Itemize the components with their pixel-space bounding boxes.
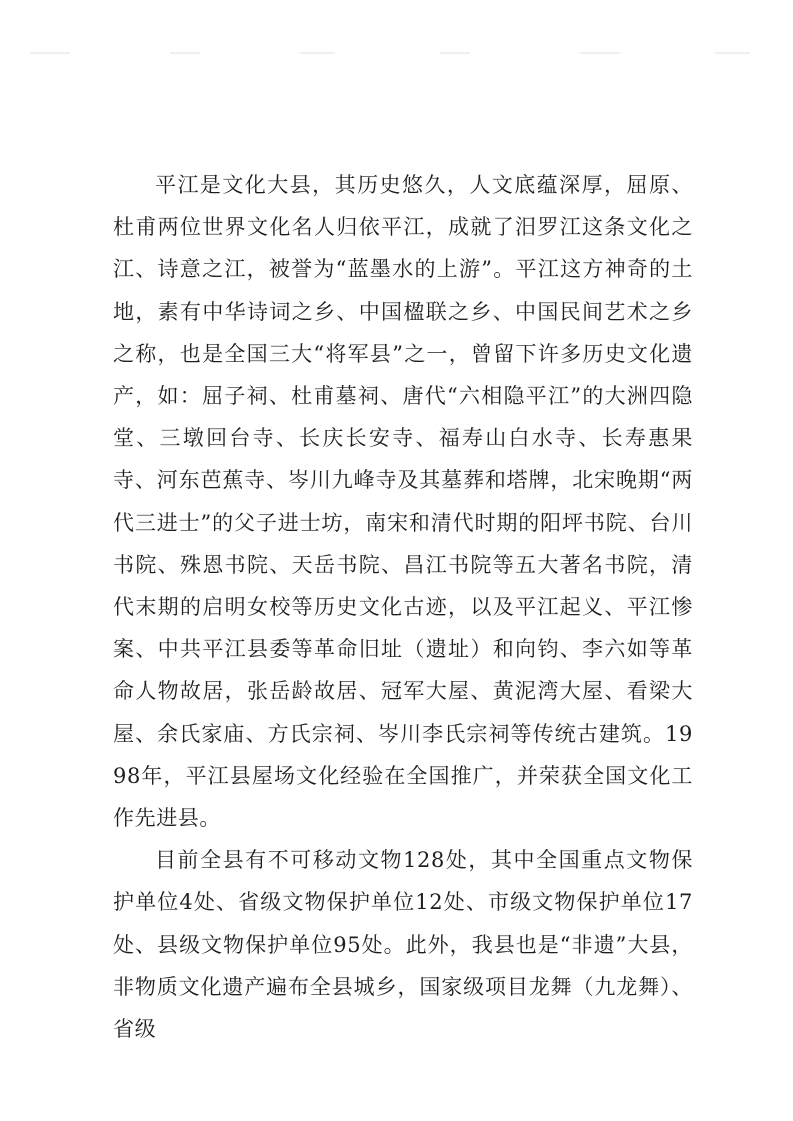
scan-artifact	[300, 52, 335, 54]
scan-artifact	[715, 52, 750, 54]
scan-artifact	[440, 52, 470, 54]
paragraph: 平江是文化大县，其历史悠久，人文底蕴深厚，屈原、杜甫两位世界文化名人归依平江，成就了汨罗江这条文化之江、诗意之江，被誉为“蓝墨水的上游”。平江这方神奇的土地，素有中华诗词之乡、中国楹联之乡、中国民间艺术之乡之称，也是全国三大“将军县”之一，曾留下许多历史文化遗产，如：屈子祠、杜甫墓祠、唐代“六相隐平江”的大洲四隐堂、三墩回台寺、长庆长安寺、福寿山白水寺、长寿惠果寺、河东芭蕉寺、岑川九峰寺及其墓葬和塔牌，北宋晚期“两代三进士”的父子进士坊，南宋和清代时期的阳坪书院、台川书院、殊恩书院、天岳书院、昌江书院等五大著名书院，清代末期的启明女校等历史文化古迹，以及平江起义、平江惨案、中共平江县委等革命旧址（遗址）和向钧、李六如等革命人物故居，张岳龄故居、冠军大屋、黄泥湾大屋、看梁大屋、余氏家庙、方氏宗祠、岑川李氏宗祠等传统古建筑。1998年，平江县屋场文化经验在全国推广，并荣获全国文化工作先进县。	[113, 173, 693, 831]
scan-artifact	[30, 52, 70, 54]
body-text	[113, 164, 693, 1050]
scan-artifact	[170, 52, 200, 54]
paragraph: 目前全县有不可移动文物128处，其中全国重点文物保护单位4处、省级文物保护单位12处、市级文物保护单位17处、县级文物保护单位95处。此外，我县也是“非遗”大县，非物质文化遗产遍布全县城乡，国家级项目龙舞（九龙舞）、省级	[113, 848, 693, 1042]
scan-artifact	[580, 52, 620, 54]
